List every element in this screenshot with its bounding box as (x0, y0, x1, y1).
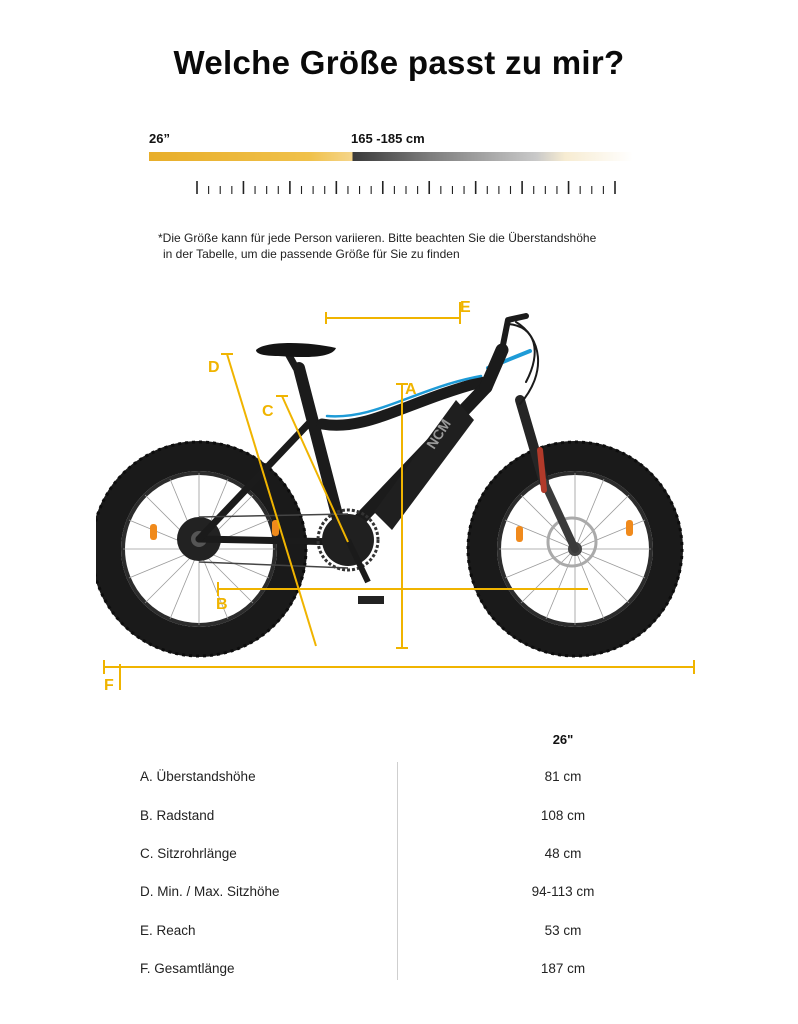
spec-value: 81 cm (544, 769, 582, 784)
spec-row-f (0, 961, 798, 981)
battery-brand-text: NCM (423, 416, 454, 452)
dimension-label-d: D (208, 359, 220, 376)
dimension-label-e: E (460, 299, 471, 316)
height-range-label: 165 -185 cm (351, 131, 425, 146)
wheel-size-label: 26” (149, 131, 170, 146)
dimension-label-c: C (262, 403, 274, 420)
spec-value: 187 cm (540, 961, 586, 976)
spec-value: 53 cm (544, 923, 582, 938)
spec-row-b (0, 808, 798, 828)
page-title: Welche Größe passt zu mir? (173, 44, 625, 81)
size-gradient-bar (149, 152, 633, 161)
rear-wheel (96, 442, 306, 656)
spec-value: 94-113 cm (531, 884, 595, 899)
spec-label: E. Reach (140, 923, 196, 938)
spec-label: B. Radstand (140, 808, 215, 823)
bike-geometry-diagram (96, 292, 706, 692)
spec-value: 48 cm (544, 846, 582, 861)
spec-label: A. Überstandshöhe (140, 769, 256, 784)
spec-label: D. Min. / Max. Sitzhöhe (140, 884, 280, 899)
dimension-label-b: B (216, 596, 228, 613)
dimension-label-f: F (104, 677, 114, 692)
spec-label: C. Sitzrohrlänge (140, 846, 237, 861)
size-note-line-1: *Die Größe kann für jede Person variieren. Bitte beachten Sie die Überstandshöhe (158, 231, 597, 245)
height-scale-ticks (196, 181, 616, 195)
spec-row-d (0, 884, 798, 904)
spec-label: F. Gesamtlänge (140, 961, 235, 976)
spec-value: 108 cm (540, 808, 586, 823)
spec-table-divider (397, 762, 398, 980)
spec-row-a (0, 769, 798, 789)
spec-row-e (0, 923, 798, 943)
size-note (158, 230, 658, 262)
size-note-line-2: in der Tabelle, um die passende Größe für Sie zu finden (163, 247, 460, 261)
dimension-label-a: A (405, 381, 417, 398)
spec-row-c (0, 846, 798, 866)
spec-table-header: 26" (552, 732, 574, 747)
saddle (256, 343, 336, 357)
